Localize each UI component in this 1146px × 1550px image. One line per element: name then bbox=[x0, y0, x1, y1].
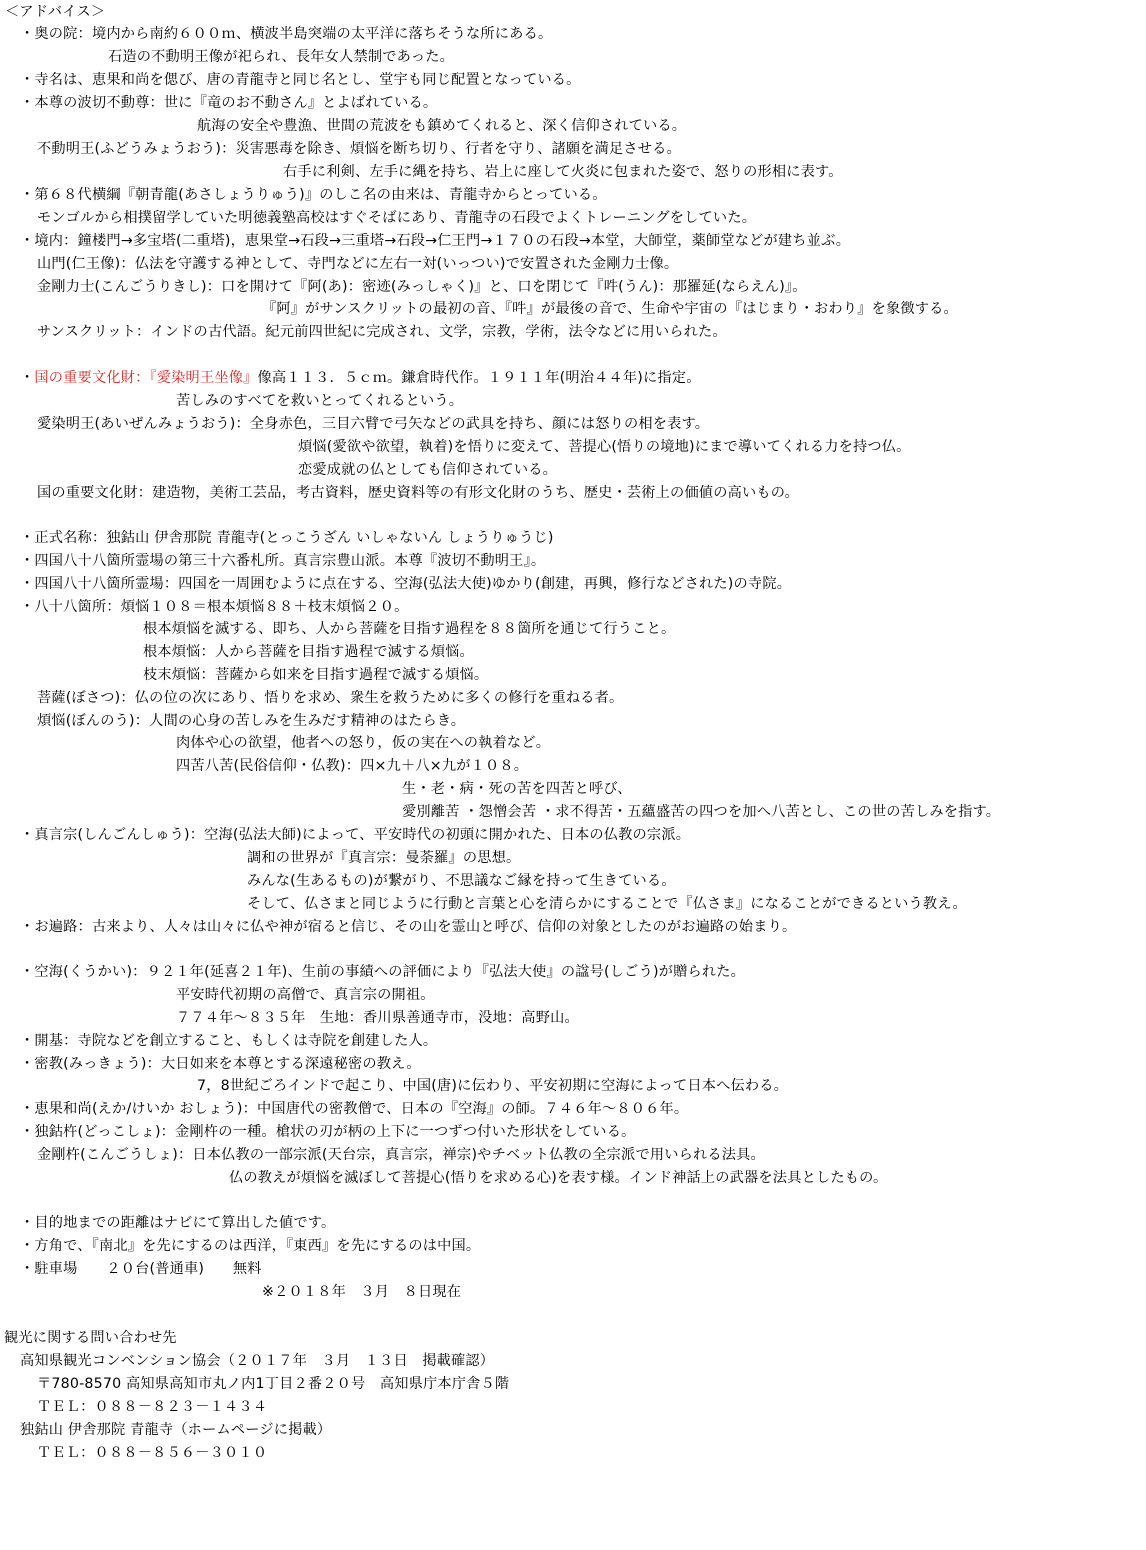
text-line: 右手に利剣、左手に縄を持ち、岩上に座して火炎に包まれた姿で、怒りの形相に表す。 bbox=[283, 164, 843, 180]
text-line: 生・老・病・死の苦を四苦と呼び、 bbox=[402, 781, 632, 797]
text-line: ・境内：鐘楼門→多宝塔(二重塔)，恵果堂→石段→三重塔→石段→仁王門→１７０の石段→本堂，大師堂，薬師堂などが建ち並ぶ。 bbox=[20, 233, 851, 249]
text-line: 仏の教えが煩悩を滅ぼして菩提心(悟りを求める心)を表す様。インド神話上の武器を法具としたもの。 bbox=[229, 1170, 888, 1186]
parking-line: ・駐車場 ２０台(普通車) 無料 bbox=[20, 1261, 262, 1277]
line-text: 像高１１３．５ｃｍ。鎌倉時代作。１９１１年(明治４４年)に指定。 bbox=[257, 370, 701, 386]
contact-phone: ＴＥＬ：０８８－８５６－３０１０ bbox=[37, 1445, 268, 1461]
date-note: ※２０１８年 ３月 ８日現在 bbox=[262, 1284, 462, 1300]
text-line: ７７４年～８３５年 生地：香川県善通寺市，没地：高野山。 bbox=[176, 1010, 579, 1026]
text-line: ・本尊の波切不動尊：世に『竜のお不動さん』とよばれている。 bbox=[20, 95, 438, 111]
text-line: 根本煩悩を滅する、即ち、人から菩薩を目指す過程を８８箇所を通じて行うこと。 bbox=[143, 621, 676, 637]
contact-phone: ＴＥＬ：０８８－８２３－１４３４ bbox=[37, 1399, 268, 1415]
highlight-text: 国の重要文化財：『愛染明王坐像』 bbox=[34, 370, 258, 386]
text-line: 愛別離苦 ・怨憎会苦 ・求不得苦・五蘊盛苦の四つを加へ八苦とし、この世の苦しみを指す。 bbox=[402, 804, 1001, 820]
text-line: ・四国八十八箇所霊場：四国を一周囲むように点在する、空海(弘法大使)ゆかり(創建，再興，修行などされた)の寺院。 bbox=[20, 576, 792, 592]
text-line: 愛染明王(あいぜんみょうおう)：全身赤色，三目六臂で弓矢などの武具を持ち、顔には怒りの相を表す。 bbox=[37, 416, 710, 432]
text-line: 恋愛成就の仏としても信仰されている。 bbox=[298, 462, 557, 478]
text-line: ・密教(みっきょう)：大日如来を本尊とする深遠秘密の教え。 bbox=[20, 1056, 421, 1072]
text-line: 不動明王(ふどうみょうおう)：災害悪毒を除き、煩悩を断ち切り、行者を守り、諸願を満足させる。 bbox=[37, 141, 681, 157]
text-line: モンゴルから相撲留学していた明徳義塾高校はすぐそばにあり、青龍寺の石段でよくトレーニングをしていた。 bbox=[37, 210, 757, 226]
text-line: 石造の不動明王像が祀られ、長年女人禁制であった。 bbox=[108, 49, 455, 65]
text-line: ・正式名称：独鈷山 伊舎那院 青龍寺(とっこうざん いしゃないん しょうりゅうじ) bbox=[20, 530, 554, 546]
text-line: ・お遍路：古来より、人々は山々に仏や神が宿ると信じ、その山を霊山と呼び、信仰の対象としたのがお遍路の始まり。 bbox=[20, 919, 797, 935]
text-line: 煩悩(愛欲や欲望，執着)を悟りに変えて、菩提心(悟りの境地)にまで導いてくれる力を持つ仏。 bbox=[298, 439, 911, 455]
text-line: 山門(仁王像)：仏法を守護する神として、寺門などに左右一対(いっつい)で安置された金剛力士像。 bbox=[37, 256, 679, 272]
text-line: 航海の安全や豊漁、世間の荒波をも鎮めてくれると、深く信仰されている。 bbox=[197, 118, 687, 134]
text-line: ・真言宗(しんごんしゅう)：空海(弘法大師)によって、平安時代の初頭に開かれた、日本の仏教の宗派。 bbox=[20, 827, 691, 843]
text-line: ・寺名は、恵果和尚を偲び、唐の青龍寺と同じ名とし、堂宇も同じ配置となっている。 bbox=[20, 72, 581, 88]
text-line: サンスクリット：インドの古代語。紀元前四世紀に完成され、文学，宗教，学術，法令などに用いられた。 bbox=[37, 324, 727, 340]
text-line: ・方角で、『南北』を先にするのは西洋，『東西』を先にするのは中国。 bbox=[20, 1238, 481, 1254]
contact-org: 独鈷山 伊舎那院 青龍寺（ホームページに掲載） bbox=[20, 1422, 332, 1438]
text-line: 肉体や心の欲望，他者への怒り，仮の実在への執着など。 bbox=[176, 735, 551, 751]
text-line: 煩悩(ぼんのう)：人間の心身の苦しみを生みだす精神のはたらき。 bbox=[37, 713, 466, 729]
text-line: ・四国八十八箇所霊場の第三十六番札所。真言宗豊山派。本尊『波切不動明王』。 bbox=[20, 553, 546, 569]
text-line: 金剛力士(こんごうりきし)：口を開けて『阿(あ)：密迹(みっしゃく)』と、口を閉じて『吽(うん)：那羅延(ならえん)』。 bbox=[37, 279, 807, 295]
text-line: そして、仏さまと同じように行動と言葉と心を清らかにすることで『仏さま』になることができるという教え。 bbox=[247, 896, 967, 912]
contact-org: 高知県観光コンベンション協会（２０１７年 ３月 １３日 掲載確認） bbox=[20, 1353, 495, 1369]
text-line: ・第６８代横綱『朝青龍(あさしょうりゅう)』のしこ名の由来は、青龍寺からとっている。 bbox=[20, 187, 607, 203]
text-line: 金剛杵(こんごうしょ)：日本仏教の一部宗派(天台宗，真言宗，禅宗)やチベット仏教の全宗派で用いられる法具。 bbox=[37, 1147, 765, 1163]
text-line: 四苦八苦(民俗信仰・仏教)：四×九＋八×九が１０８。 bbox=[176, 758, 529, 774]
text-line: ・開基：寺院などを創立すること、もしくは寺院を創建した人。 bbox=[20, 1033, 438, 1049]
text-line: 根本煩悩：人から菩薩を目指す過程で滅する煩悩。 bbox=[143, 644, 474, 660]
bullet: ・ bbox=[20, 370, 35, 386]
text-line: ・目的地までの距離はナビにて算出した値です。 bbox=[20, 1215, 336, 1231]
inquiry-heading: 観光に関する問い合わせ先 bbox=[4, 1330, 177, 1346]
text-line: 苦しみのすべてを救いとってくれるという。 bbox=[176, 393, 464, 409]
text-line: 国の重要文化財：建造物，美術工芸品，考古資料，歴史資料等の有形文化財のうち、歴史・芸術上の価値の高いもの。 bbox=[37, 485, 799, 501]
text-line: 調和の世界が『真言宗：曼荼羅』の思想。 bbox=[247, 850, 521, 866]
section-heading: ＜アドバイス＞ bbox=[5, 4, 106, 20]
text-line: 7，8世紀ごろインドで起こり、中国(唐)に伝わり、平安初期に空海によって日本へ伝わる。 bbox=[197, 1078, 789, 1094]
text-line: 『阿』がサンスクリットの最初の音、『吽』が最後の音で、生命や宇宙の『はじまり・おわり』を象徴する。 bbox=[262, 301, 958, 317]
text-line: 菩薩(ぼさつ)：仏の位の次にあり、悟りを求め、衆生を救うために多くの修行を重ねる者。 bbox=[37, 690, 624, 706]
text-line: 枝末煩悩：菩薩から如来を目指す過程で滅する煩悩。 bbox=[143, 667, 489, 683]
text-line: みんな(生あるもの)が繋がり、不思議なご縁を持って生きている。 bbox=[247, 873, 676, 889]
text-line-highlight bbox=[20, 368, 701, 388]
text-line: ・奥の院：境内から南約６００ｍ、横波半島突端の太平洋に落ちそうな所にある。 bbox=[20, 26, 553, 42]
text-line: 平安時代初期の高僧で、真言宗の開祖。 bbox=[176, 987, 435, 1003]
text-line: ・独鈷杵(どっこしょ)：金剛杵の一種。槍状の刃が柄の上下に一つずつ付いた形状をしている。 bbox=[20, 1124, 636, 1140]
text-line: ・空海(くうかい)：９２１年(延喜２１年)、生前の事績への評価により『弘法大使』の諡号(しごう)が贈られた。 bbox=[20, 964, 746, 980]
text-line: ・恵果和尚(えか/けいか おしょう)：中国唐代の密教僧で、日本の『空海』の師。７４６年～８０６年。 bbox=[20, 1101, 689, 1117]
text-line: ・八十八箇所：煩悩１０８＝根本煩悩８８＋枝末煩悩２０。 bbox=[20, 599, 409, 615]
contact-address: 〒780-8570 高知県高知市丸ノ内1丁目２番２０号 高知県庁本庁舎５階 bbox=[37, 1376, 510, 1392]
